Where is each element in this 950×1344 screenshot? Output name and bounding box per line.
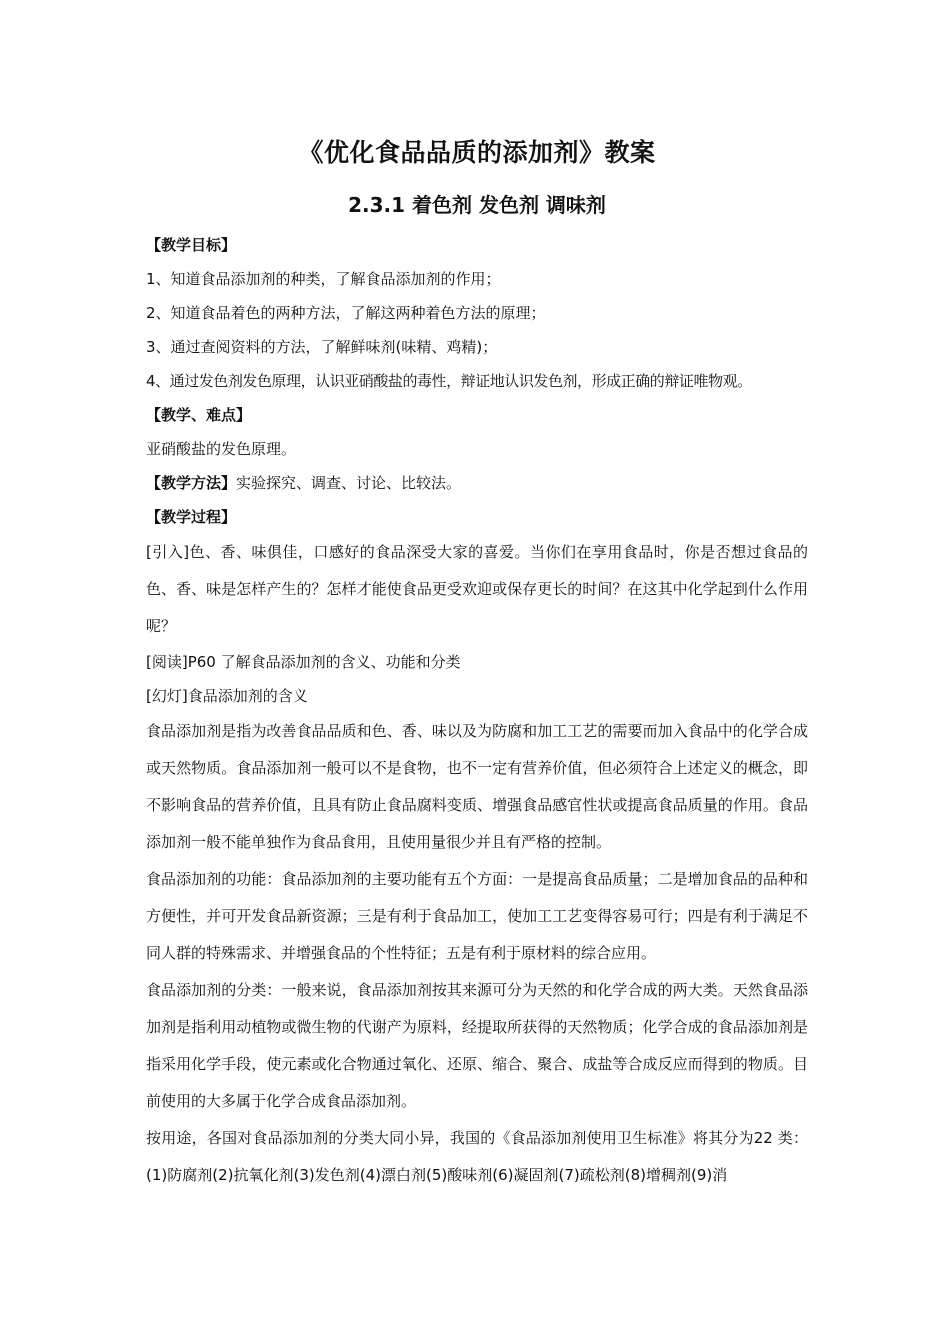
method-row	[146, 466, 808, 500]
process-classification: 食品添加剂的分类：一般来说，食品添加剂按其来源可分为天然的和化学合成的两大类。天然食品添加剂是指利用动植物或微生物的代谢产为原料，经提取所获得的天然物质；化学合成的食品添加剂是指采用化学手段，使元素或化合物通过氧化、还原、缩合、聚合、成盐等合成反应而得到的物质。目前使用的大多属于化学合成食品添加剂。	[146, 981, 808, 1110]
document-page	[146, 130, 808, 1194]
document-title: 《优化食品品质的添加剂》教案	[298, 138, 656, 167]
objective-item-1: 1、知道食品添加剂的种类，了解食品添加剂的作用；	[146, 270, 501, 288]
process-heading: 【教学过程】	[146, 508, 237, 526]
process-usage: 按用途，各国对食品添加剂的分类大同小异，我国的《食品添加剂使用卫生标准》将其分为22 类：(1)防腐剂(2)抗氧化剂(3)发色剂(4)漂白剂(5)酸味剂(6)凝固剂(7)疏松剂(8)增稠剂(9)消	[146, 1129, 808, 1184]
objective-item-3: 3、通过查阅资料的方法，了解鲜味剂(味精、鸡精)；	[146, 338, 498, 356]
process-reading: [阅读]P60 了解食品添加剂的含义、功能和分类	[146, 653, 461, 671]
method-heading: 【教学方法】	[146, 474, 237, 492]
process-intro: [引入]色、香、味俱佳，口感好的食品深受大家的喜爱。当你们在享用食品时，你是否想过食品的色、香、味是怎样产生的？怎样才能使食品更受欢迎或保存更长的时间？在这其中化学起到什么作用呢？	[146, 543, 808, 635]
process-function: 食品添加剂的功能：食品添加剂的主要功能有五个方面：一是提高食品质量；二是增加食品的品种和方便性，并可开发食品新资源；三是有利于食品加工，使加工工艺变得容易可行；四是有利于满足不同人群的特殊需求、并增强食品的个性特征；五是有利于原材料的综合应用。	[146, 870, 808, 962]
difficulty-text: 亚硝酸盐的发色原理。	[146, 440, 297, 458]
difficulty-heading: 【教学、难点】	[146, 406, 252, 424]
process-definition: 食品添加剂是指为改善食品品质和色、香、味以及为防腐和加工工艺的需要而加入食品中的化学合成或天然物质。食品添加剂一般可以不是食物，也不一定有营养价值，但必须符合上述定义的概念，即不影响食品的营养价值，且具有防止食品腐料变质、增强食品感官性状或提高食品质量的作用。食品添加剂一般不能单独作为食品食用，且使用量很少并且有严格的控制。	[146, 722, 808, 851]
objectives-heading: 【教学目标】	[146, 236, 237, 254]
document-subtitle: 2.3.1 着色剂 发色剂 调味剂	[348, 193, 606, 217]
objective-item-2: 2、知道食品着色的两种方法，了解这两种着色方法的原理；	[146, 304, 546, 322]
objective-item-4: 4、通过发色剂发色原理，认识亚硝酸盐的毒性，辩证地认识发色剂，形成正确的辩证唯物观。	[146, 372, 752, 390]
method-text: 实验探究、调查、讨论、比较法。	[236, 474, 462, 492]
process-slide: [幻灯]食品添加剂的含义	[146, 687, 308, 705]
